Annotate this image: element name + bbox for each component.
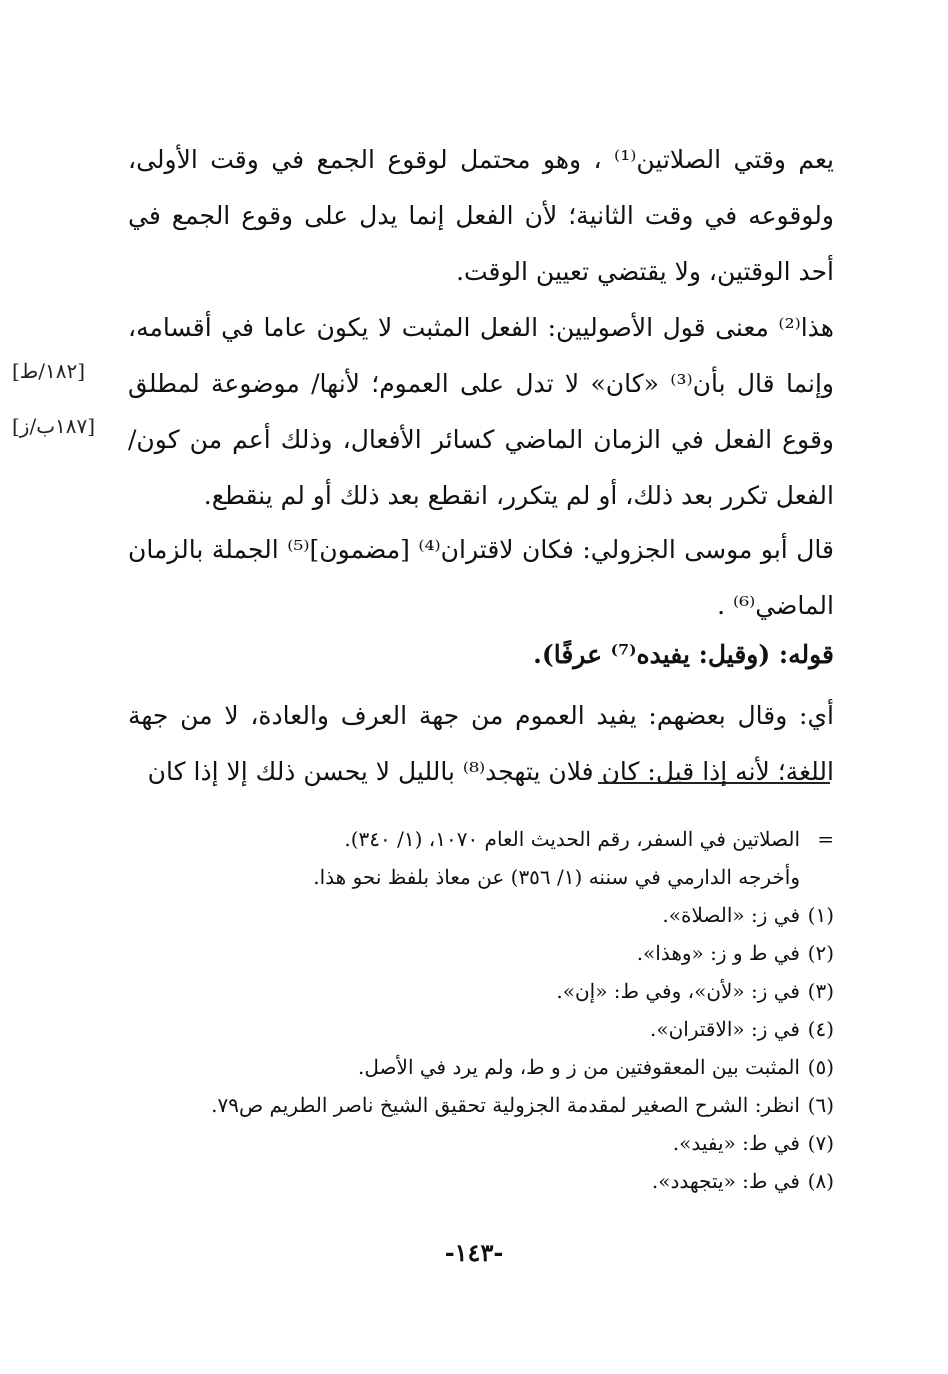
footnote-text: في ط: «يفيد». <box>672 1131 800 1155</box>
footnote-text: المثبت بين المعقوفتين من ز و ط، ولم يرد في الأصل. <box>358 1055 800 1079</box>
footnote-text: الصلاتين في السفر، رقم الحديث العام ١٠٧٠، (١/ ٣٤٠). <box>344 827 800 851</box>
footnote-number: (٤) <box>807 1017 834 1041</box>
margin-note-manuscript-z: [١٨٧ب/ز] <box>12 414 96 438</box>
footnote-number: (٧) <box>807 1131 834 1155</box>
footnote-text: وأخرجه الدارمي في سننه (١/ ٣٥٦) عن معاذ بلفظ نحو هذا. <box>313 865 800 889</box>
footnote-number: (٨) <box>807 1169 834 1193</box>
footnote-number: (٦) <box>807 1093 834 1117</box>
footnote-line <box>200 934 834 972</box>
footnote-line <box>200 820 834 858</box>
paragraph-4-heading: قوله: (وقيل: يفيده⁽⁷⁾ عرفًا). <box>533 640 834 669</box>
footnote-line <box>200 858 834 896</box>
footnote-number: (٥) <box>807 1055 834 1079</box>
paragraph-1: يعم وقتي الصلاتين⁽¹⁾ ، وهو محتمل لوقوع الجمع في وقت الأولى، ولوقوعه في وقت الثانية؛ لأن الفعل إنما يدل على وقوع الجمع في أحد الوقتين، ولا يقتضي تعيين الوقت. <box>128 145 834 286</box>
footnote-line <box>200 1162 834 1200</box>
footnote-line <box>200 1048 834 1086</box>
footnote-number: = <box>817 827 834 851</box>
footnote-line <box>200 1124 834 1162</box>
footnotes <box>200 820 834 1200</box>
footnote-text: في ز: «الصلاة». <box>662 903 800 927</box>
footnote-line <box>200 1086 834 1124</box>
footnote-line <box>200 1010 834 1048</box>
footnote-number: (٢) <box>807 941 834 965</box>
footnote-text: في ز: «لأن»، وفي ط: «إن». <box>556 979 800 1003</box>
margin-note-manuscript-t: [١٨٢/ط] <box>12 359 86 383</box>
paragraph-3: قال أبو موسى الجزولي: فكان لاقتران⁽⁴⁾ [مضمون]⁽⁵⁾ الجملة بالزمان الماضي⁽⁶⁾ . <box>128 535 834 620</box>
footnote-text: في ط: «يتجهدد». <box>651 1169 800 1193</box>
footnote-text: انظر: الشرح الصغير لمقدمة الجزولية تحقيق الشيخ ناصر الطريم ص٧٩. <box>211 1093 800 1117</box>
footnote-text: في ز: «الاقتران». <box>649 1017 800 1041</box>
footnote-number: (١) <box>807 903 834 927</box>
page-number: -١٤٣- <box>444 1238 504 1267</box>
footnote-text: في ط و ز: «وهذا». <box>636 941 800 965</box>
footnote-line <box>200 896 834 934</box>
paragraph-2: هذا⁽²⁾ معنى قول الأصوليين: الفعل المثبت لا يكون عاما في أقسامه، وإنما قال بأن⁽³⁾ «كان» لا تدل على العموم؛ لأنها/ موضوعة لمطلق وقوع الفعل في الزمان الماضي كسائر الأفعال، وذلك أعم من كون/ الفعل تكرر بعد ذلك، أو لم يتكرر، انقطع بعد ذلك أو لم ينقطع. <box>128 313 834 510</box>
footnote-separator <box>598 782 830 784</box>
paragraph-5: أي: وقال بعضهم: يفيد العموم من جهة العرف والعادة، لا من جهة اللغة؛ لأنه إذا قيل: كان فلان يتهجد⁽⁸⁾ بالليل لا يحسن ذلك إلا إذا كان <box>128 701 834 786</box>
footnote-number: (٣) <box>807 979 834 1003</box>
footnote-line <box>200 972 834 1010</box>
